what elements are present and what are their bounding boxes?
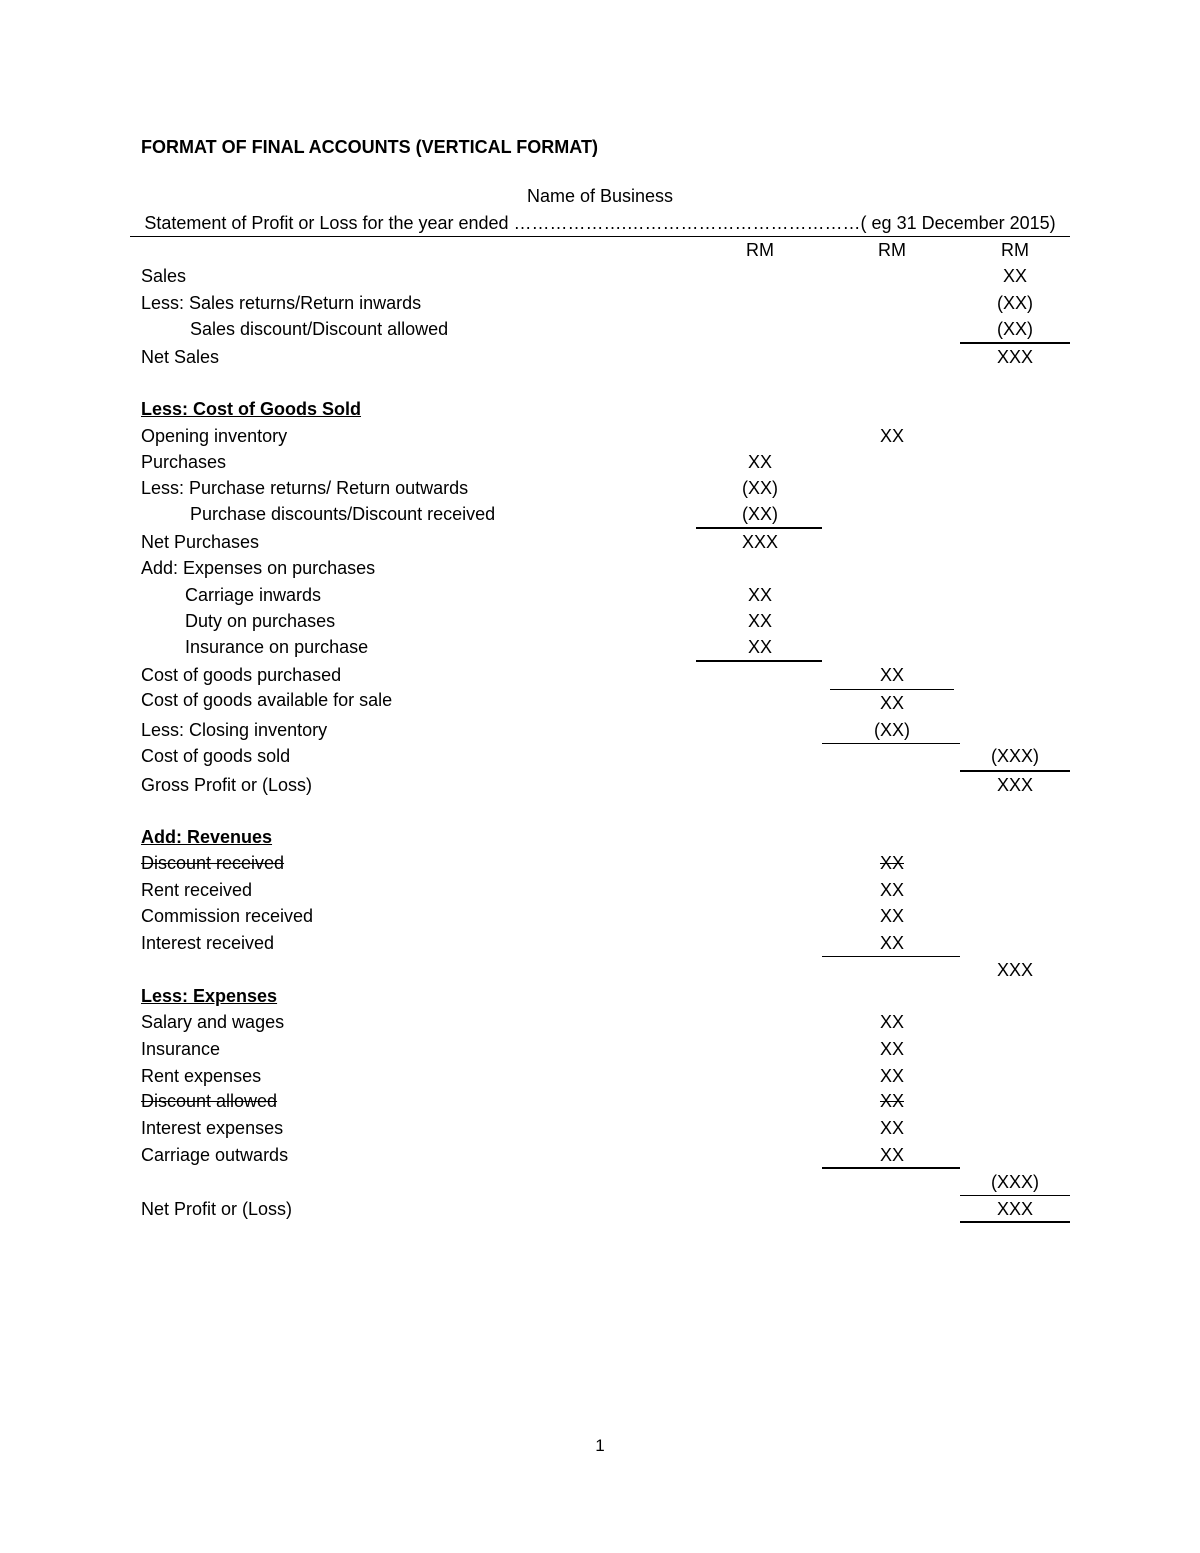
row-value-col1: XX	[747, 637, 772, 657]
row-value-col3: XXX	[996, 775, 1034, 795]
row-value-col1: XX	[747, 585, 772, 605]
row-label: Gross Profit or (Loss)	[141, 775, 313, 795]
row-sales-returns	[0, 293, 1200, 319]
row-value-col2: XX	[879, 880, 904, 900]
row-label: Net Profit or (Loss)	[141, 1199, 293, 1219]
row-label: Purchase discounts/Discount received	[190, 504, 496, 524]
row-label: Interest received	[141, 933, 275, 953]
row-insurance	[0, 1039, 1200, 1065]
row-label: Opening inventory	[141, 426, 288, 446]
row-label: Commission received	[141, 906, 314, 926]
row-value-col3: XXX	[996, 347, 1034, 367]
row-label: Insurance	[141, 1039, 221, 1059]
row-label: Cost of goods available for sale	[141, 690, 393, 710]
rule-revenues	[822, 956, 960, 957]
rule-closing-inventory	[822, 743, 960, 744]
row-label: Net Purchases	[141, 532, 260, 552]
row-revenues-heading	[0, 827, 1200, 853]
row-value-col1: XXX	[741, 532, 779, 552]
row-net-sales	[0, 347, 1200, 373]
row-label: Less: Sales returns/Return inwards	[141, 293, 422, 313]
row-label: Add: Expenses on purchases	[141, 558, 376, 578]
column-header-rm-2: RM	[878, 240, 906, 260]
rule-expenses-total	[960, 1195, 1070, 1196]
row-value-col2: XX	[879, 933, 904, 953]
row-label: Sales discount/Discount allowed	[190, 319, 449, 339]
header-rule	[130, 236, 1070, 237]
row-value-col2: XX	[879, 426, 904, 446]
row-closing-inventory	[0, 720, 1200, 746]
column-header-rm-3: RM	[1001, 240, 1029, 260]
row-carriage-inwards	[0, 585, 1200, 611]
row-value-col2: XX	[879, 906, 904, 926]
row-value-col2: XX	[879, 1091, 904, 1111]
row-value-col1: XX	[747, 611, 772, 631]
row-label: Cost of goods purchased	[141, 665, 342, 685]
row-value-col3: (XXX)	[990, 1172, 1039, 1192]
business-name: Name of Business	[526, 186, 674, 206]
row-value-col2: XX	[879, 665, 904, 685]
row-value-col2: XX	[879, 1145, 904, 1165]
row-label: Duty on purchases	[185, 611, 336, 631]
row-label: Purchases	[141, 452, 227, 472]
row-label: Interest expenses	[141, 1118, 284, 1138]
row-revenues-total	[0, 960, 1200, 986]
row-value-col2: XX	[879, 1118, 904, 1138]
row-duty-on-purchases	[0, 611, 1200, 637]
row-cogs-heading	[0, 399, 1200, 425]
row-net-purchases	[0, 532, 1200, 558]
row-value-col2: XX	[879, 1039, 904, 1059]
row-label: Salary and wages	[141, 1012, 285, 1032]
row-value-col2: XX	[879, 853, 904, 873]
document-title: FORMAT OF FINAL ACCOUNTS (VERTICAL FORMAT)	[141, 137, 598, 157]
row-opening-inventory	[0, 426, 1200, 452]
row-value-col1: (XX)	[742, 504, 778, 524]
row-value-col1: (XX)	[742, 478, 778, 498]
row-value-col3: XXX	[996, 960, 1034, 980]
row-label: Cost of goods sold	[141, 746, 291, 766]
row-interest-expenses	[0, 1118, 1200, 1144]
rule-net-sales	[960, 342, 1070, 344]
row-sales	[0, 266, 1200, 292]
row-value-col2: XX	[879, 693, 904, 713]
row-label: Sales	[141, 266, 187, 286]
section-heading: Add: Revenues	[141, 827, 273, 847]
row-cost-goods-purchased	[0, 665, 1200, 691]
row-discount-received	[0, 853, 1200, 879]
row-label: Less: Purchase returns/ Return outwards	[141, 478, 469, 498]
row-value-col3: XXX	[996, 1199, 1034, 1219]
row-rent-expenses	[0, 1066, 1200, 1092]
rule-gross-profit	[960, 770, 1070, 772]
row-discount-allowed	[0, 1091, 1200, 1117]
row-cost-goods-sold	[0, 746, 1200, 772]
row-label: Carriage inwards	[185, 585, 322, 605]
row-purchases	[0, 452, 1200, 478]
rule-expenses-on-purchases	[696, 660, 822, 662]
row-label: Discount allowed	[141, 1091, 278, 1111]
statement-title: Statement of Profit or Loss for the year ended ……………….…………………………………( eg 31 December 2015)	[144, 213, 1056, 233]
rule-net-purchases	[696, 527, 822, 529]
section-heading: Less: Cost of Goods Sold	[141, 399, 362, 419]
row-label: Discount received	[141, 853, 285, 873]
row-label: Less: Closing inventory	[141, 720, 328, 740]
row-label: Net Sales	[141, 347, 220, 367]
row-label: Rent expenses	[141, 1066, 262, 1086]
row-label: Rent received	[141, 880, 253, 900]
column-header-rm-1: RM	[746, 240, 774, 260]
row-purchase-returns	[0, 478, 1200, 504]
rule-expenses	[822, 1167, 960, 1169]
row-carriage-outwards	[0, 1145, 1200, 1171]
row-insurance-on-purchase	[0, 637, 1200, 663]
row-interest-received	[0, 933, 1200, 959]
row-cost-goods-available-value	[0, 693, 1200, 719]
row-value-col3: (XX)	[997, 293, 1033, 313]
row-label: Insurance on purchase	[185, 637, 369, 657]
row-value-col2: (XX)	[874, 720, 910, 740]
section-heading: Less: Expenses	[141, 986, 278, 1006]
row-gross-profit	[0, 775, 1200, 801]
row-value-col2: XX	[879, 1012, 904, 1032]
rule-net-profit	[960, 1221, 1070, 1223]
row-value-col3: (XXX)	[990, 746, 1039, 766]
row-value-col2: XX	[879, 1066, 904, 1086]
row-commission-received	[0, 906, 1200, 932]
row-expenses-on-purchases	[0, 558, 1200, 584]
row-value-col1: XX	[747, 452, 772, 472]
column-header-row	[0, 240, 1200, 266]
row-label: Carriage outwards	[141, 1145, 289, 1165]
row-value-col3: XX	[1002, 266, 1027, 286]
row-value-col3: (XX)	[997, 319, 1033, 339]
row-rent-received	[0, 880, 1200, 906]
page-number: 1	[595, 1436, 605, 1455]
row-expenses-heading	[0, 986, 1200, 1012]
row-purchase-discounts	[0, 504, 1200, 530]
row-salary-wages	[0, 1012, 1200, 1038]
